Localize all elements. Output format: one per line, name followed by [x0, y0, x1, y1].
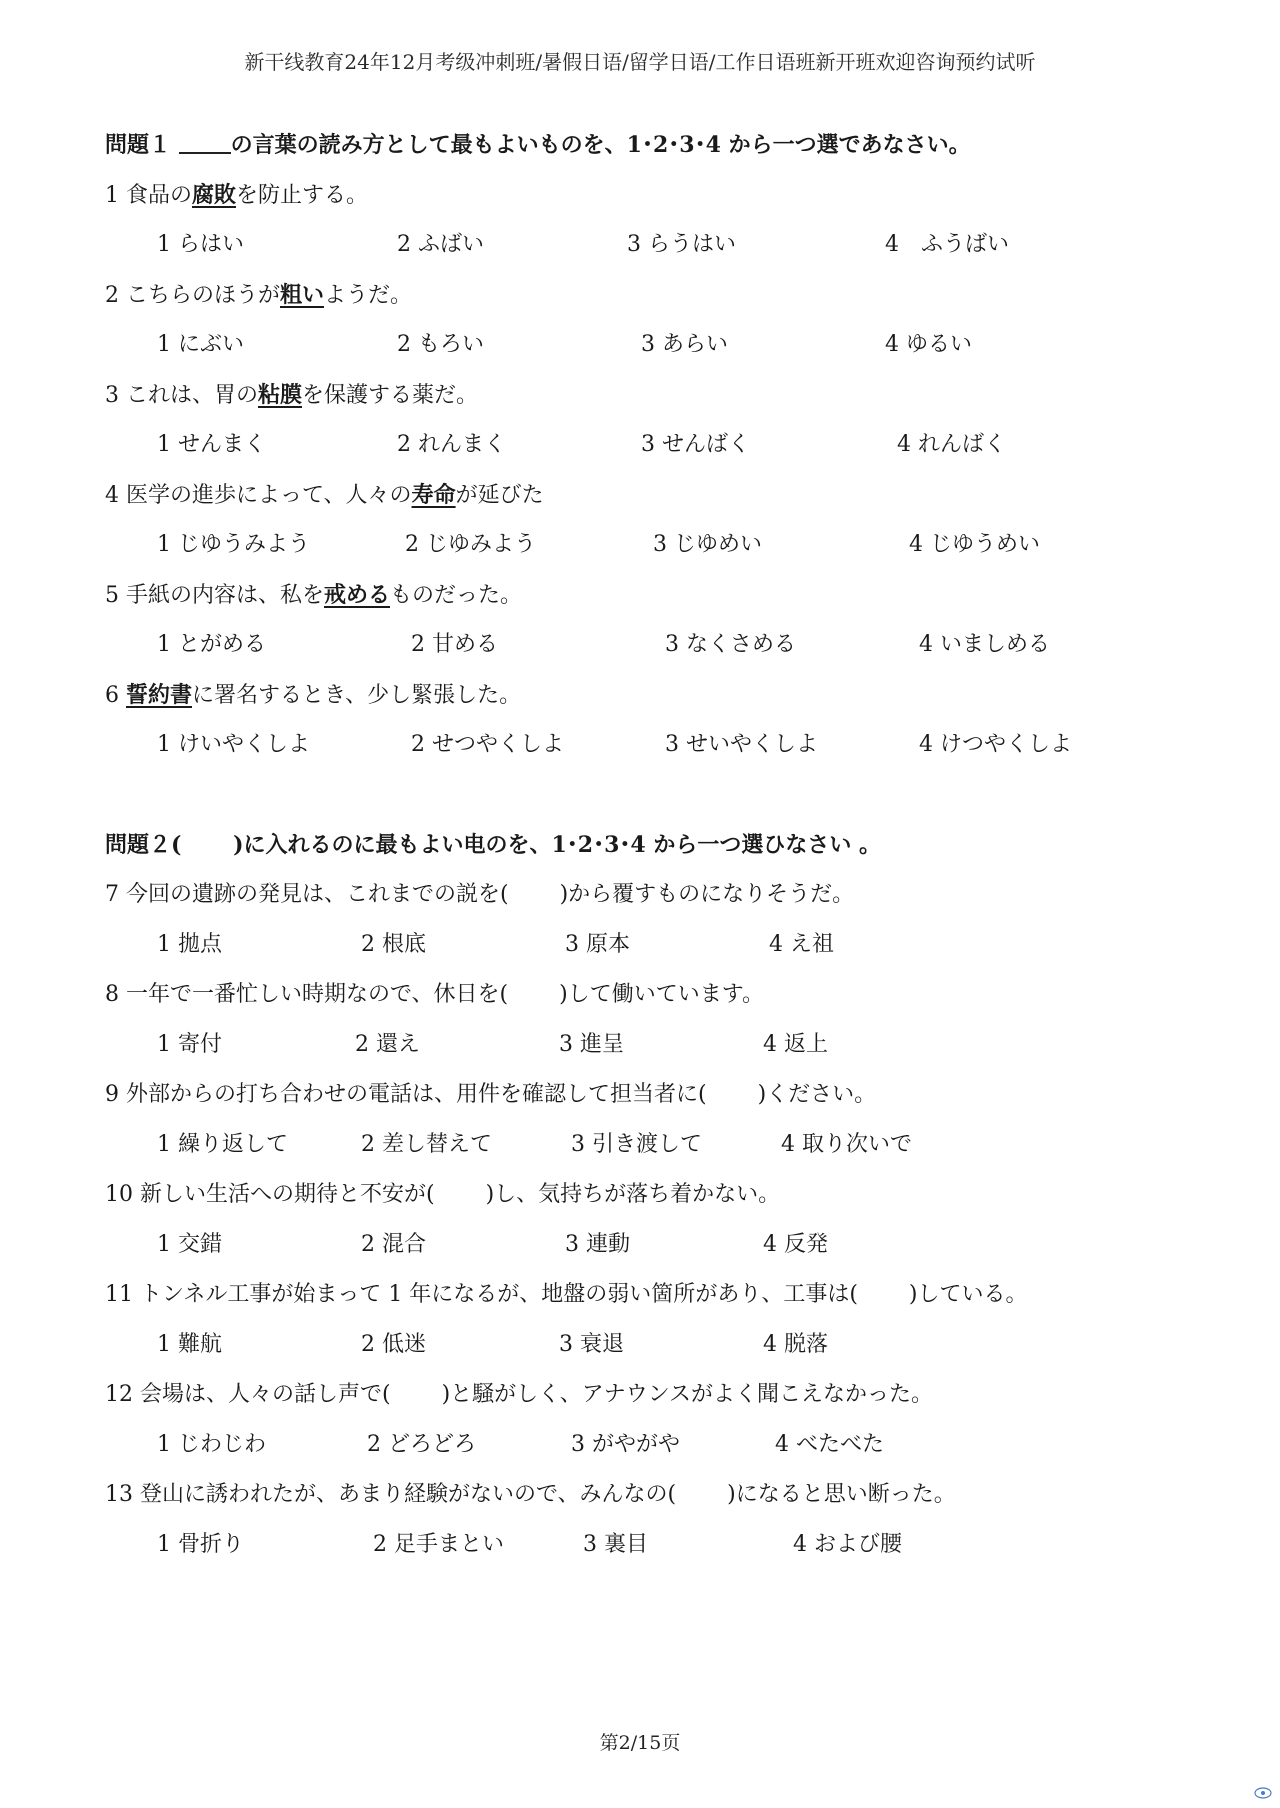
- question-text: 1 食品の: [105, 183, 192, 208]
- option[interactable]: 3 がやがや: [571, 1432, 680, 1457]
- underline-blank: [179, 132, 231, 154]
- option[interactable]: 1 じゆうみよう: [157, 532, 310, 557]
- option[interactable]: 4 けつやくしよ: [919, 732, 1072, 757]
- page-number: 第2/15页: [599, 1732, 681, 1754]
- options-8: [157, 1020, 1215, 1070]
- option[interactable]: 2 もろい: [397, 332, 484, 357]
- question-text: 6: [105, 683, 126, 708]
- option[interactable]: 4 取り次いで: [781, 1132, 912, 1157]
- page-header: 新干线教育24年12月考级冲刺班/暑假日语/留学日语/工作日语班新开班欢迎咨询预约试听: [244, 50, 1036, 74]
- question-9: 9 外部からの打ち合わせの電話は、用件を確認して担当者に( )ください。: [105, 1082, 877, 1107]
- question-7: 7 今回の遺跡の発見は、これまでの説を( )から覆すものになりそうだ。: [105, 882, 855, 907]
- question-5: [105, 570, 1215, 620]
- question-2: [105, 270, 1215, 320]
- options-4: [157, 520, 1215, 570]
- question-11: 11 トンネル工事が始まって 1 年になるが、地盤の弱い箇所があり、工事は( )している。: [105, 1282, 1028, 1307]
- option[interactable]: 3 せいやくしよ: [665, 732, 818, 757]
- question-text: ものだった。: [390, 583, 523, 608]
- question-text: 4 医学の進歩によって、人々の: [105, 483, 412, 508]
- option[interactable]: 3 引き渡して: [571, 1132, 702, 1157]
- option[interactable]: 3 衰退: [559, 1332, 624, 1357]
- option[interactable]: 3 進呈: [559, 1032, 624, 1057]
- target-word: 寿命: [411, 482, 456, 508]
- option[interactable]: 1 繰り返して: [157, 1132, 288, 1157]
- option[interactable]: 1 せんまく: [157, 432, 266, 457]
- section2-title: 問題２( )に入れるのに最もよい电のを、1･2･3･4 から一つ選ひなさい 。: [105, 832, 882, 858]
- option[interactable]: 2 低迷: [361, 1332, 426, 1357]
- option[interactable]: 1 拋点: [157, 932, 222, 957]
- options-10: [157, 1220, 1215, 1270]
- option[interactable]: 4 え祖: [769, 932, 834, 957]
- options-12: [157, 1420, 1215, 1470]
- section-spacer: [105, 770, 1215, 820]
- option[interactable]: 1 じわじわ: [157, 1432, 266, 1457]
- option[interactable]: 2 甘める: [411, 632, 498, 657]
- target-word: 腐敗: [192, 182, 237, 208]
- option[interactable]: 4 返上: [763, 1032, 828, 1057]
- option[interactable]: 2 れんまく: [397, 432, 506, 457]
- question-text: 5 手紙の内容は、私を: [105, 583, 324, 608]
- exam-content: [105, 120, 1215, 1570]
- option[interactable]: 2 還え: [355, 1032, 420, 1057]
- option[interactable]: 3 せんばく: [641, 432, 750, 457]
- options-6: [157, 720, 1215, 770]
- question-10: 10 新しい生活への期待と不安が( )し、気持ちが落ち着かない。: [105, 1182, 781, 1207]
- option[interactable]: 2 ふばい: [397, 232, 484, 257]
- options-5: [157, 620, 1215, 670]
- options-2: [157, 320, 1215, 370]
- option[interactable]: 3 あらい: [641, 332, 728, 357]
- option[interactable]: 3 らうはい: [627, 232, 736, 257]
- option[interactable]: 1 けいやくしよ: [157, 732, 310, 757]
- option[interactable]: 4 反発: [763, 1232, 828, 1257]
- options-3: [157, 420, 1215, 470]
- question-text: を保護する薬だ。: [302, 383, 479, 408]
- option[interactable]: 1 寄付: [157, 1032, 222, 1057]
- options-11: [157, 1320, 1215, 1370]
- option[interactable]: 3 なくさめる: [665, 632, 796, 657]
- option[interactable]: 4 いましめる: [919, 632, 1050, 657]
- target-word: 戒める: [324, 582, 391, 608]
- option[interactable]: 4 ゆるい: [885, 332, 972, 357]
- option[interactable]: 3 じゆめい: [653, 532, 762, 557]
- options-1: [157, 220, 1215, 270]
- section1-title-prefix: 問題１: [105, 132, 179, 158]
- option[interactable]: 3 裏目: [583, 1532, 648, 1557]
- options-7: [157, 920, 1215, 970]
- options-9: [157, 1120, 1215, 1170]
- question-8: 8 一年で一番忙しい時期なので、休日を( )して働いています。: [105, 982, 764, 1007]
- option[interactable]: 4 脱落: [763, 1332, 828, 1357]
- target-word: 粗い: [280, 282, 325, 308]
- option[interactable]: 1 骨折り: [157, 1532, 244, 1557]
- watermark-logo-icon: [1254, 1786, 1272, 1800]
- option[interactable]: 1 らはい: [157, 232, 244, 257]
- question-3: [105, 370, 1215, 420]
- option[interactable]: 4 じゆうめい: [909, 532, 1040, 557]
- option[interactable]: 2 じゆみよう: [405, 532, 536, 557]
- section1-title-rest: の言葉の読み方として最もよいものを、1･2･3･4 から一つ選であなさい。: [230, 132, 971, 158]
- question-4: [105, 470, 1215, 520]
- question-text: が延びた: [455, 483, 544, 508]
- option[interactable]: 3 連動: [565, 1232, 630, 1257]
- target-word: 誓約書: [126, 682, 193, 708]
- question-text: ようだ。: [324, 283, 413, 308]
- question-1: [105, 170, 1215, 220]
- option[interactable]: 2 根底: [361, 932, 426, 957]
- question-13: 13 登山に誘われたが、あまり経験がないので、みんなの( )になると思い断った。: [105, 1482, 956, 1507]
- option[interactable]: 2 差し替えて: [361, 1132, 492, 1157]
- option[interactable]: 1 交錯: [157, 1232, 222, 1257]
- option[interactable]: 1 難航: [157, 1332, 222, 1357]
- section1-title: [105, 120, 1215, 170]
- question-text: に署名するとき、少し緊張した。: [192, 683, 522, 708]
- option[interactable]: 4 ふうばい: [885, 232, 1009, 257]
- option[interactable]: 4 べたべた: [775, 1432, 884, 1457]
- question-text: 2 こちらのほうが: [105, 283, 280, 308]
- option[interactable]: 4 および腰: [793, 1532, 902, 1557]
- option[interactable]: 2 足手まとい: [373, 1532, 504, 1557]
- question-text: 3 これは、胃の: [105, 383, 258, 408]
- option[interactable]: 1 とがめる: [157, 632, 266, 657]
- option[interactable]: 4 れんばく: [897, 432, 1006, 457]
- options-13: [157, 1520, 1215, 1570]
- option[interactable]: 3 原本: [565, 932, 630, 957]
- option[interactable]: 2 せつやくしよ: [411, 732, 564, 757]
- question-12: 12 会場は、人々の話し声で( )と騒がしく、アナウンスがよく聞こえなかった。: [105, 1382, 934, 1407]
- option[interactable]: 2 どろどろ: [367, 1432, 476, 1457]
- option[interactable]: 2 混合: [361, 1232, 426, 1257]
- question-6: [105, 670, 1215, 720]
- question-text: を防止する。: [236, 183, 369, 208]
- target-word: 粘膜: [258, 382, 303, 408]
- option[interactable]: 1 にぶい: [157, 332, 244, 357]
